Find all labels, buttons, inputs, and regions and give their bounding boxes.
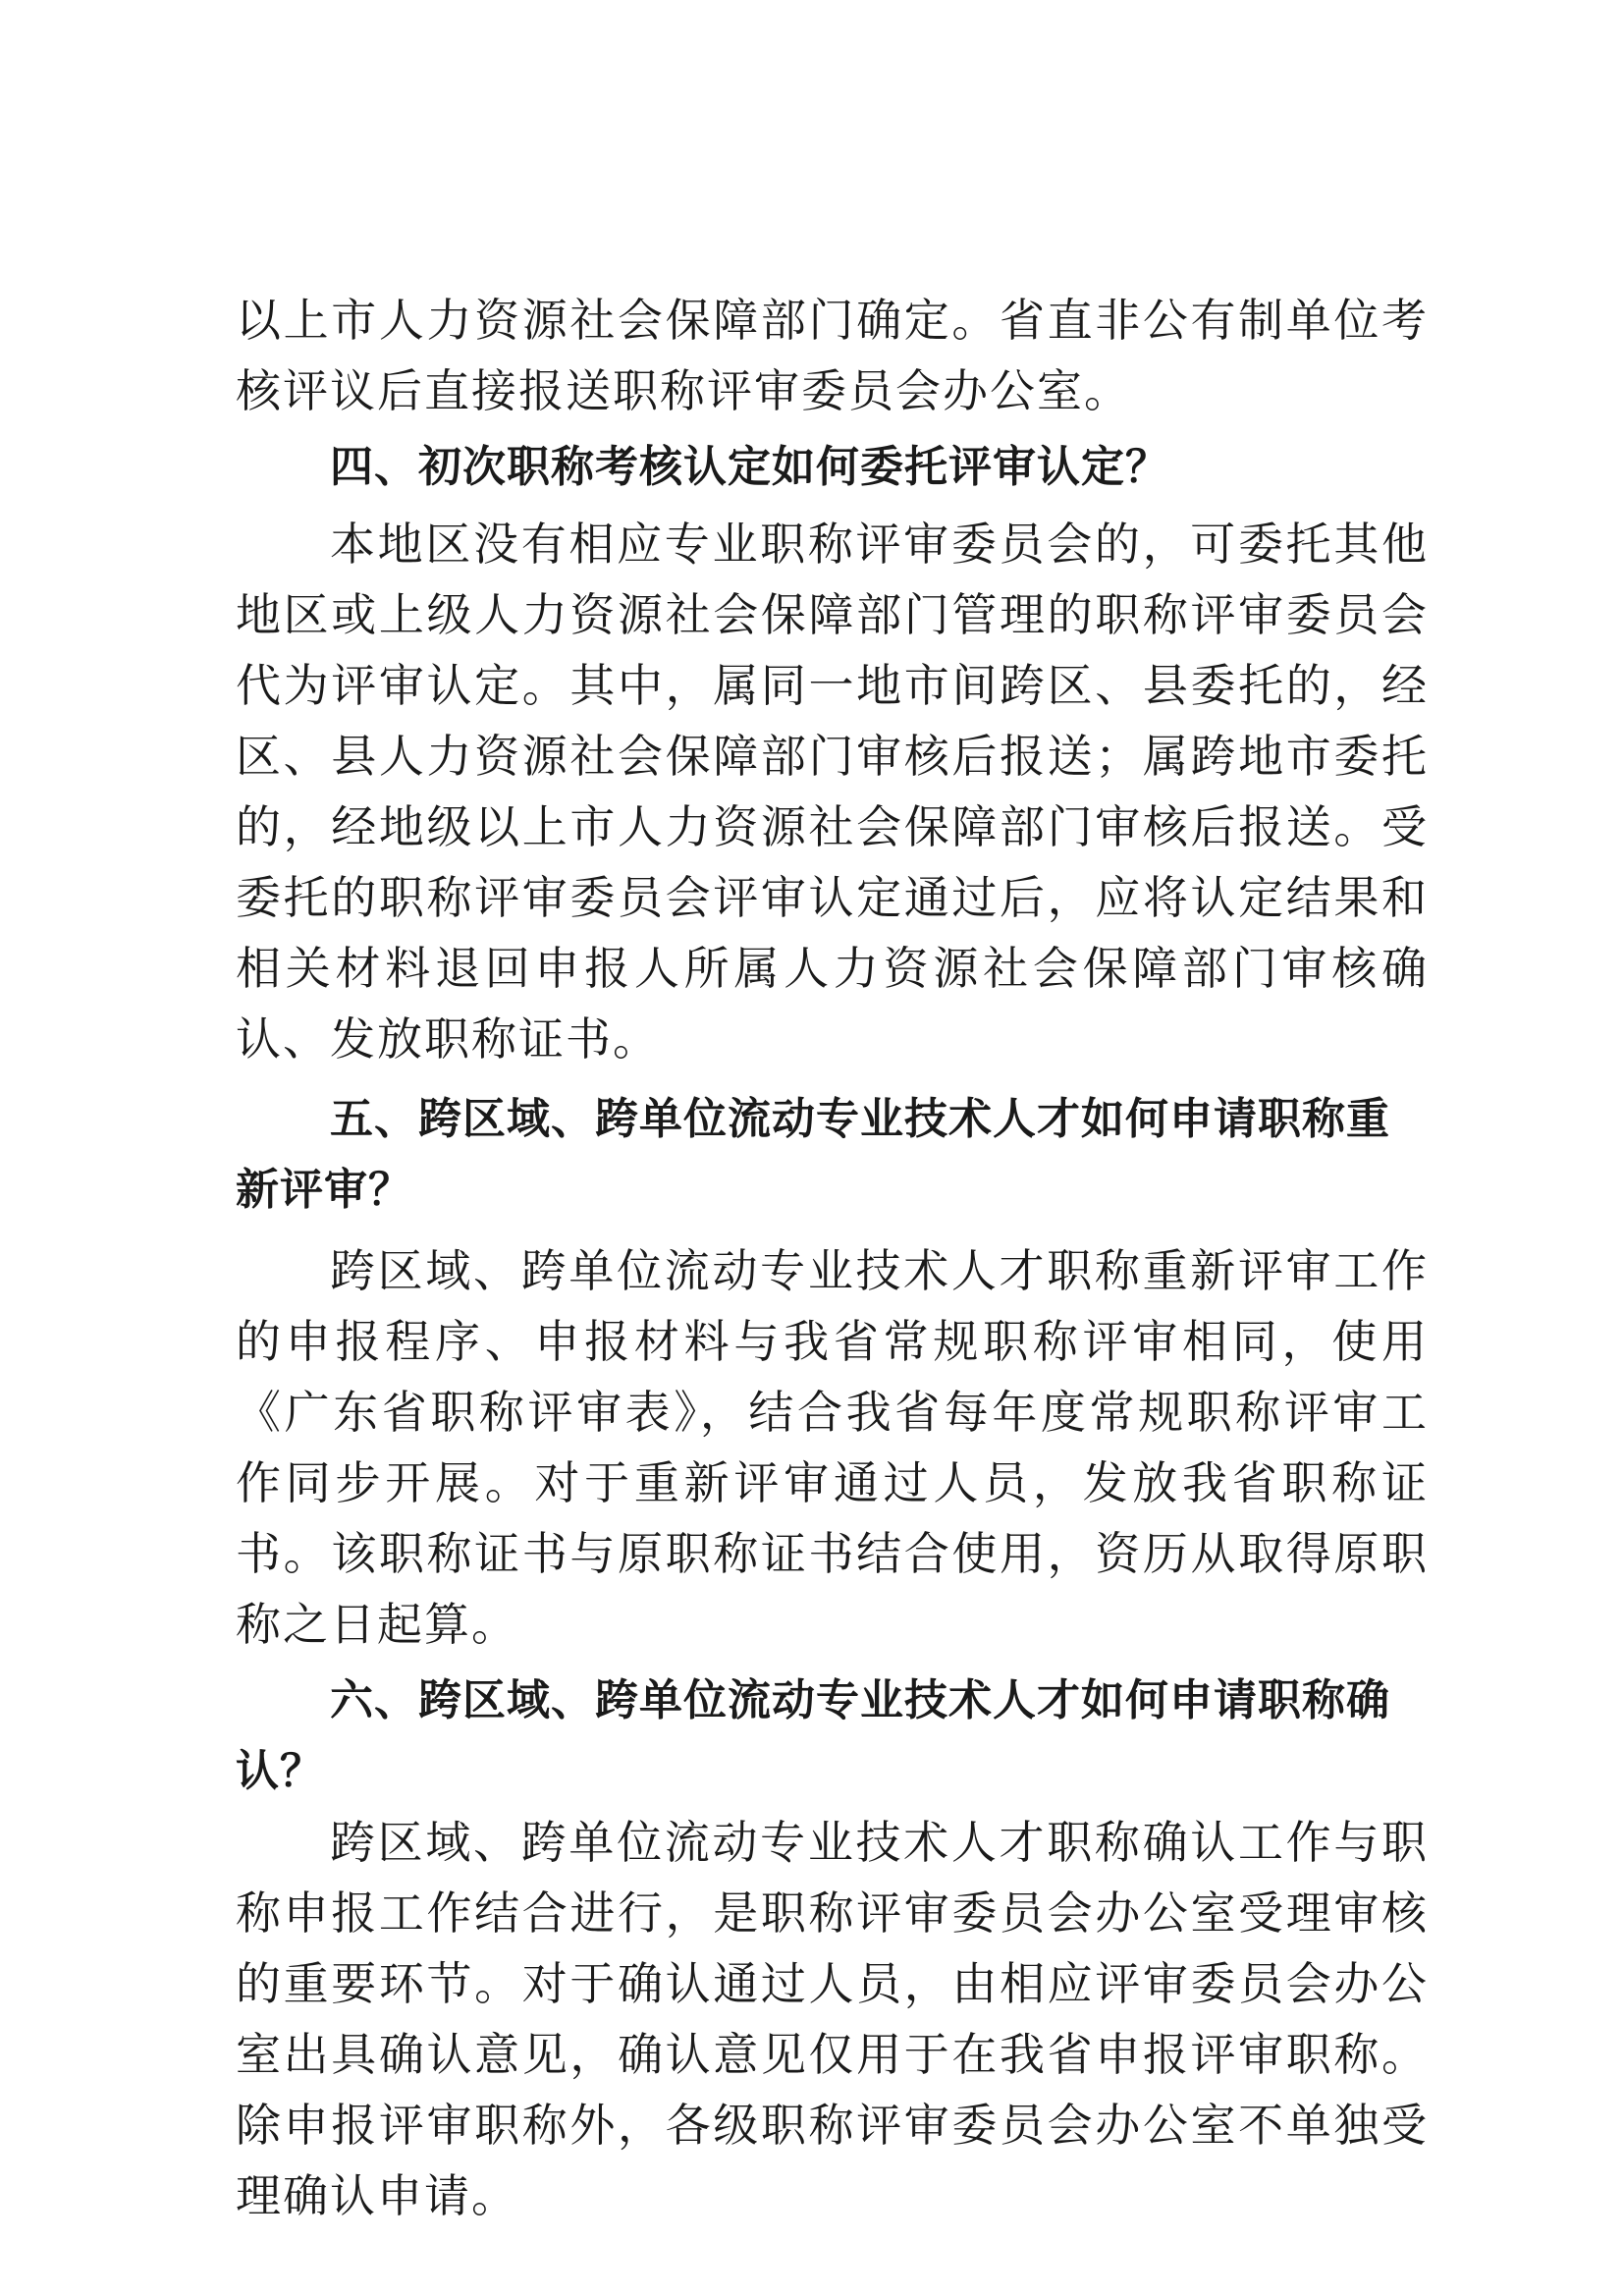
paragraph-section-6: 跨区域、跨单位流动专业技术人才职称确认工作与职称申报工作结合进行，是职称评审委员会办公室受理审核的重要环节。对于确认通过人员，由相应评审委员会办公室出具确认意见，确认意见仅用于在我省申报评审职称。除申报评审职称外，各级职称评审委员会办公室不单独受理确认申请。 <box>236 1816 1429 2222</box>
section-heading-5: 五、跨区域、跨单位流动专业技术人才如何申请职称重新评审？ <box>236 1094 1390 1215</box>
document-body <box>236 285 1429 2231</box>
paragraph-section-5: 跨区域、跨单位流动专业技术人才职称重新评审工作的申报程序、申报材料与我省常规职称评审相同，使用《广东省职称评审表》，结合我省每年度常规职称评审工作同步开展。对于重新评审通过人员，发放我省职称证书。该职称证书与原职称证书结合使用，资历从取得原职称之日起算。 <box>236 1244 1429 1651</box>
section-heading-6: 六、跨区域、跨单位流动专业技术人才如何申请职称确认？ <box>236 1675 1390 1796</box>
paragraph-section-4: 本地区没有相应专业职称评审委员会的，可委托其他地区或上级人力资源社会保障部门管理的职称评审委员会代为评审认定。其中，属同一地市间跨区、县委托的，经区、县人力资源社会保障部门审核后报送；属跨地市委托的，经地级以上市人力资源社会保障部门审核后报送。受委托的职称评审委员会评审认定通过后，应将认定结果和相关材料退回申报人所属人力资源社会保障部门审核确认、发放职称证书。 <box>236 518 1429 1066</box>
section-heading-4: 四、初次职称考核认定如何委托评审认定？ <box>330 442 1169 492</box>
spacer <box>236 1074 1429 1084</box>
spacer <box>236 1226 1429 1235</box>
paragraph-continuation: 以上市人力资源社会保障部门确定。省直非公有制单位考核评议后直接报送职称评审委员会办公室。 <box>236 294 1429 417</box>
